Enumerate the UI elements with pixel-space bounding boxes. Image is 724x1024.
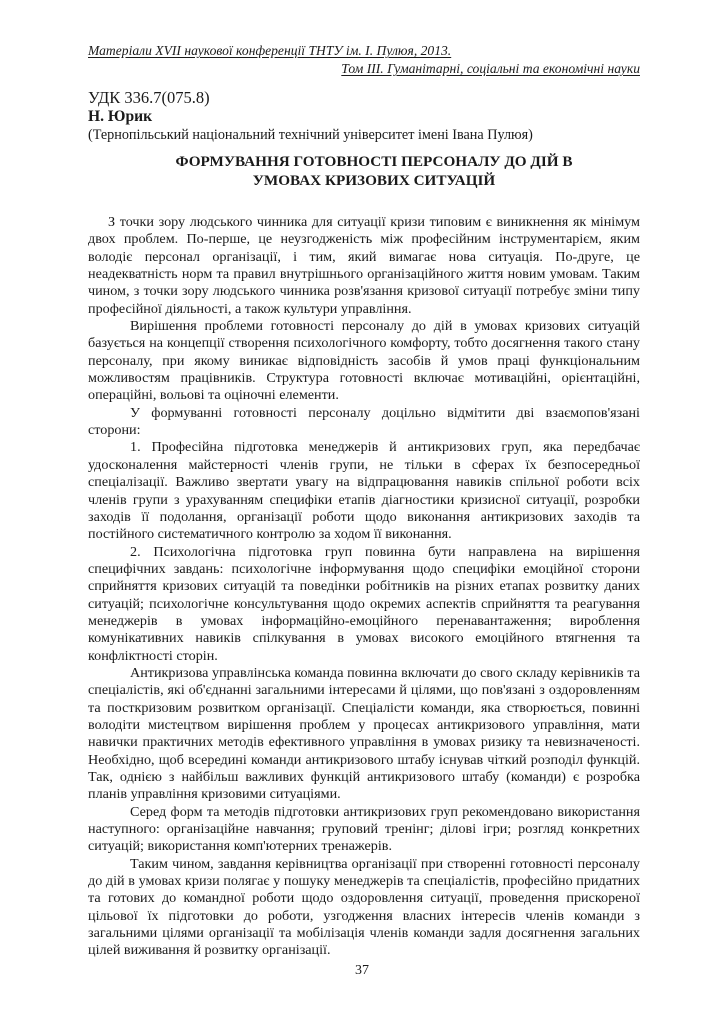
paragraph-7: Серед форм та методів підготовки антикризових груп рекомендовано використання наступного: організаційне навчання; груповий тренінг; ділові ігри; розгляд конкретних ситуацій; використання комп'ютерних тренажерів. xyxy=(88,803,640,855)
article-title xyxy=(88,152,640,190)
running-head-volume: Том ІІІ. Гуманітарні, соціальні та економічні науки xyxy=(341,61,640,76)
paragraph-8: Таким чином, завдання керівництва організації при створенні готовності персоналу до дій в умовах кризи полягає у пошуку менеджерів та спеціалістів, професійно придатних та готових до командної роботи щодо оздоровлення ситуації, проведення прискореної цільової їх підготовки до роботи, узгодження власних інтересів членів команди з загальними цілями організації та мобілізація членів команди задля досягнення загальних цілей виживання й розвитку організації. xyxy=(88,855,640,959)
author-affiliation: (Тернопільський національний технічний університет імені Івана Пулюя) xyxy=(88,127,533,143)
paragraph-6: Антикризова управлінська команда повинна включати до свого складу керівників та спеціалістів, які об'єднанні загальними інтересами й цілями, що пов'язані з оздоровленням та посткризовим розвитком організації. Спеціалісти команди, яка створюється, повинні володіти мистецтвом вирішення проблем у процесах антикризового управління, мати навички практичних методів ефективного управління в умовах ризику та невизначеності. Необхідно, щоб всередині команди антикризового штабу існував чіткий розподіл функцій. Так, однією з найбільш важливих функцій антикризового штабу (команди) є розробка планів управління кризовими ситуаціями. xyxy=(88,664,640,803)
paragraph-5: 2. Психологічна підготовка груп повинна бути направлена на вирішення специфічних завдань: психологічне інформування щодо специфіки емоційної сторони сприйняття кризових ситуацій та поведінки робітників на різних етапах розвитку даних ситуацій; психологічне консультування щодо окремих аспектів сприйняття та реагування менеджерів в умовах інформаційно-емоційного перенавантаження; вироблення комунікативних навиків спілкування в умовах високого емоційного втягнення та конфліктності сторін. xyxy=(88,543,640,664)
article-title-line-2: УМОВАХ КРИЗОВИХ СИТУАЦІЙ xyxy=(252,172,496,189)
paragraph-1: З точки зору людського чинника для ситуації кризи типовим є виникнення як мінімум двох проблем. По-перше, це неузгодженість між професійним інструментарієм, яким володіє персонал організації, і тим, який вимагає нова ситуація. По-друге, це неадекватність норм та правил внутрішнього організаційного життя новим умовам. Таким чином, з точки зору людського чинника розв'язання кризової ситуації потребує зміни типу професійної діяльності, а також культури управління. xyxy=(88,214,640,317)
running-head xyxy=(88,42,640,78)
udc-code: УДК 336.7(075.8) xyxy=(88,88,210,107)
article-body xyxy=(88,214,640,960)
paragraph-4: 1. Професійна підготовка менеджерів й антикризових груп, яка передбачає удосконалення майстерності членів групи, не тільки в сферах їх безпосередньої спеціалізації. Важливо звертати увагу на відпрацювання навиків спільної роботи всіх членів групи з урахуванням специфіки етапів діагностики кризисної ситуації, розробки заходів її подолання, організації роботи щодо виконання антикризових заходів та постійного систематичного контролю за ходом її виконання. xyxy=(88,439,640,543)
article-meta xyxy=(88,89,640,145)
article-title-line-1: ФОРМУВАННЯ ГОТОВНОСТІ ПЕРСОНАЛУ ДО ДІЙ В xyxy=(175,153,573,170)
paragraph-3: У формуванні готовності персоналу доцільно відмітити дві взаємопов'язані сторони: xyxy=(88,404,640,439)
paragraph-2: Вирішення проблеми готовності персоналу до дій в умовах кризових ситуацій базується на концепції створення психологічного комфорту, тобто досягнення такого стану персоналу, при якому виникає відповідність засобів й умов праці функціональним можливостям працівників. Структура готовності включає мотиваційні, орієнтаційні, операційні, вольові та оціночні елементи. xyxy=(88,318,640,404)
page-number: 37 xyxy=(355,963,369,978)
running-head-conference: Матеріали XVII наукової конференції ТНТУ ім. І. Пулюя, 2013. xyxy=(88,43,452,58)
author-name: Н. Юрик xyxy=(88,107,153,125)
